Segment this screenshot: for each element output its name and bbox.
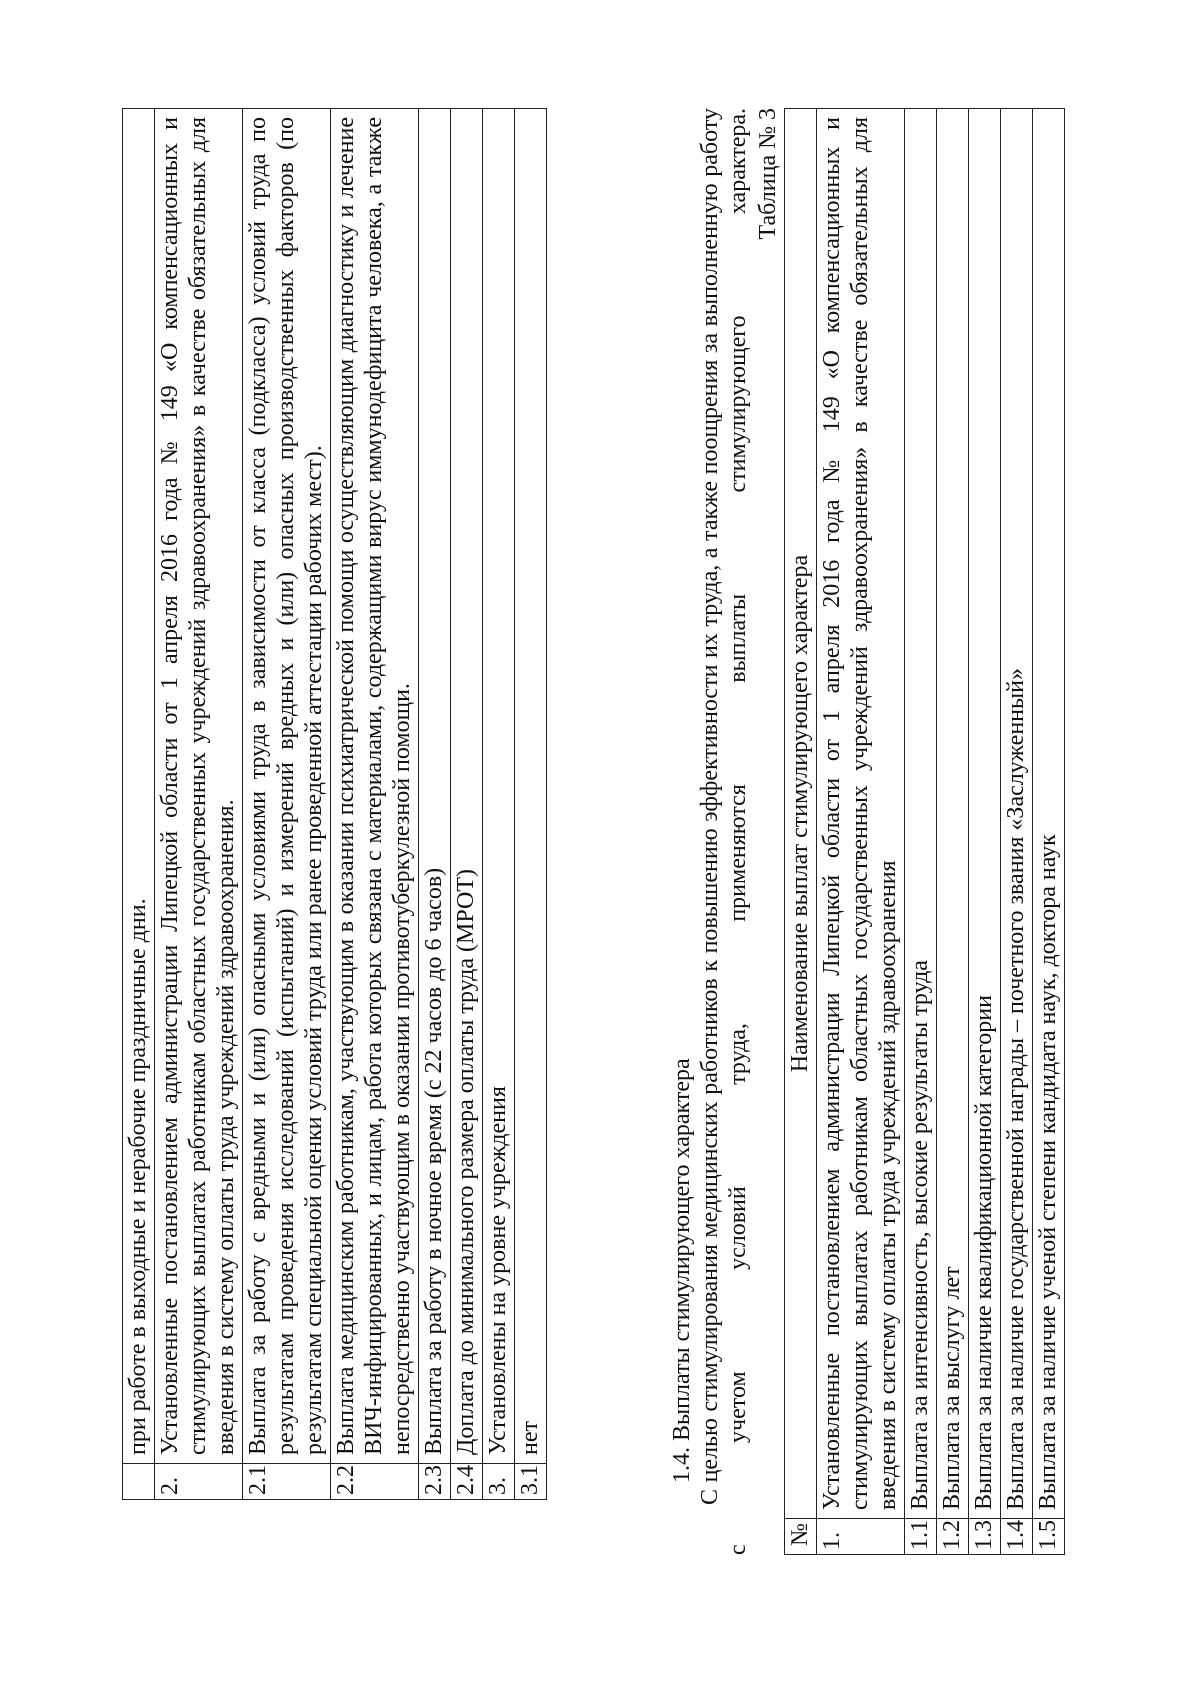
table-row (243, 109, 331, 1500)
row-number: 2.1 (243, 1464, 331, 1500)
row-text: Выплата за наличие ученой степени кандидата наук, доктора наук (1033, 109, 1065, 1519)
incentive-payments-table (784, 108, 1065, 1555)
table-caption: Таблица № 3 (755, 108, 781, 240)
row-text: Выплата медицинским работникам, участвующим в оказании психиатрической помощи осуществляющим диагностику и лечение ВИЧ-инфицированных, и лицам, работа которых связана с материалами, содержащими вирус иммунодефицита человека, а также непосредственно участвующим в оказании противотуберкулезной помощи. (331, 109, 419, 1464)
table-row (331, 109, 419, 1500)
table-row (1001, 109, 1033, 1555)
row-text: Выплата за наличие государственной награды – почетного звания «Заслуженный» (1001, 109, 1033, 1519)
table-row (817, 109, 905, 1555)
row-text: Выплата за наличие квалификационной категории (969, 109, 1001, 1519)
row-number: 1. (817, 1519, 905, 1555)
table-row (483, 109, 515, 1500)
row-number: 1.1 (905, 1519, 937, 1555)
table-row (419, 109, 451, 1500)
row-number: 2.2 (331, 1464, 419, 1500)
row-text: Установленные постановлением администрации Липецкой области от 1 апреля 2016 года № 149 «О компенсационных и стимулирующих выплатах работникам областных государственных учреждений здравоохранения» в качестве обязательных для введения в систему оплаты труда учреждений здравоохранения (817, 109, 905, 1519)
row-text: Установленные постановлением администрации Липецкой области от 1 апреля 2016 года № 149 «О компенсационных и стимулирующих выплатах работникам областных государственных учреждений здравоохранения» в качестве обязательных для введения в систему оплаты труда учреждений здравоохранения. (155, 109, 243, 1464)
header-name: Наименование выплат стимулирующего характера (785, 109, 817, 1519)
row-number: 1.3 (969, 1519, 1001, 1555)
row-number: 2.3 (419, 1464, 451, 1500)
section-paragraph (696, 108, 752, 1555)
row-text: Установлены на уровне учреждения (483, 109, 515, 1464)
row-number: 1.2 (937, 1519, 969, 1555)
row-text: Выплата за работу с вредными и (или) опасными условиями труда в зависимости от класса (подкласса) условий труда по результатам проведения исследований (испытаний) и измерений вредных и (или) опасных производственных факторов (по результатам специальной оценки условий труда или ранее проведенной аттестации рабочих мест). (243, 109, 331, 1464)
row-number (123, 1464, 155, 1500)
row-text: при работе в выходные и нерабочие праздничные дни. (123, 109, 155, 1464)
section-heading: 1.4. Выплаты стимулирующего характера (669, 1058, 695, 1483)
table-row (123, 109, 155, 1500)
paragraph-text: С целью стимулирования медицинских работников к повышению эффективности их труда, а также поощрения за выполненную работу с учетом условий труда, применяются выплаты стимулирующего характера. (697, 108, 751, 1555)
table-row (155, 109, 243, 1500)
table-row (515, 109, 547, 1500)
row-text: нет (515, 109, 547, 1464)
row-text: Доплата до минимального размера оплаты труда (МРОТ) (451, 109, 483, 1464)
table-row (905, 109, 937, 1555)
row-text: Выплата за выслугу лет (937, 109, 969, 1519)
table-row (1033, 109, 1065, 1555)
payments-table-continued (122, 108, 547, 1500)
row-text: Выплата за интенсивность, высокие результаты труда (905, 109, 937, 1519)
table-header-row (785, 109, 817, 1555)
table-row (969, 109, 1001, 1555)
row-number: 2. (155, 1464, 243, 1500)
table-row (937, 109, 969, 1555)
header-number: № (785, 1519, 817, 1555)
row-number: 1.5 (1033, 1519, 1065, 1555)
row-number: 2.4 (451, 1464, 483, 1500)
row-number: 1.4 (1001, 1519, 1033, 1555)
row-number: 3.1 (515, 1464, 547, 1500)
table-row (451, 109, 483, 1500)
row-number: 3. (483, 1464, 515, 1500)
row-text: Выплата за работу в ночное время (с 22 часов до 6 часов) (419, 109, 451, 1464)
